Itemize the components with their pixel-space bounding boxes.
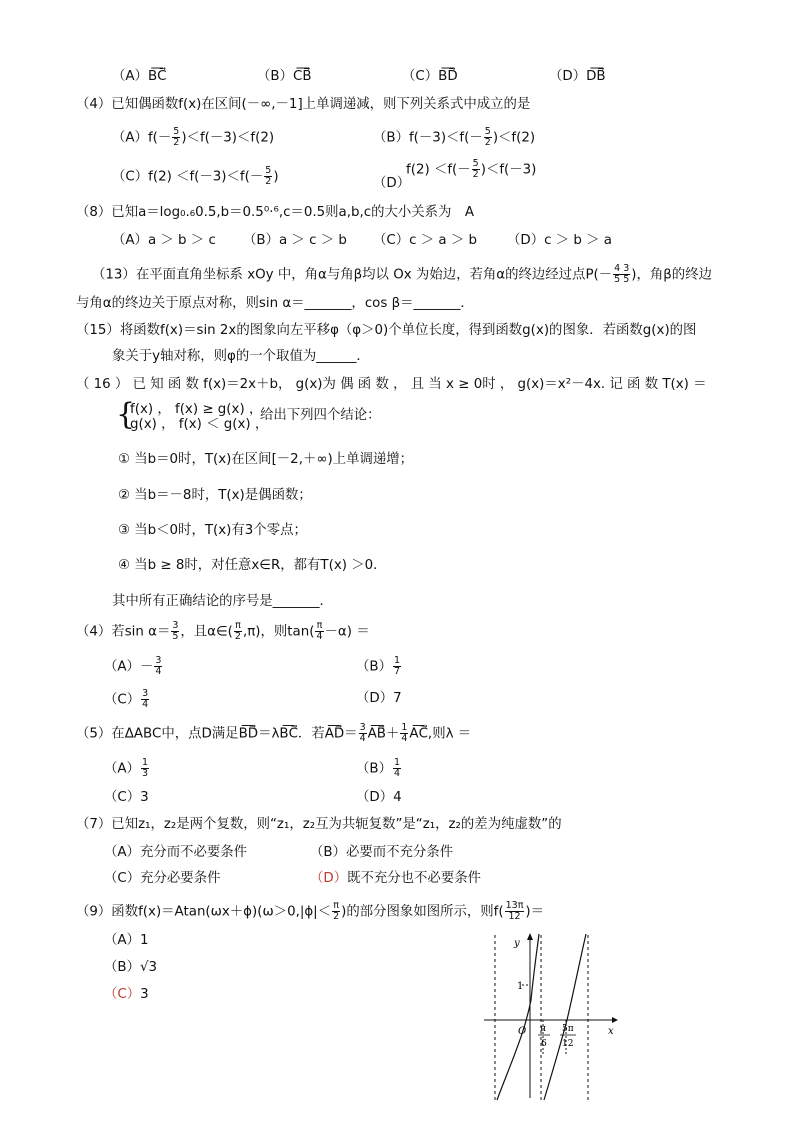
- q13-line-1: （13）在平面直角坐标系 xOy 中，角α与角β均以 Ox 为始边，若角α的终边经过点P(－ $\frac{4 3}{5 5}$ )，角β的终边: [92, 263, 712, 285]
- q16-line-1: （ 16 ） 已 知 函 数 f(x)＝2x＋b， g(x)为 偶 函 数 ， 且 当 x ≥ 0时 ， g(x)＝x²－4x. 记 函 数 T(x) ＝: [76, 377, 707, 392]
- q16-case-2: g(x) ， f(x) ＜ g(x) ，: [130, 417, 269, 432]
- q7-stem: （7）已知z₁，z₂是两个复数，则“z₁，z₂互为共轭复数”是“z₁，z₂的差为纯虚数”的: [76, 817, 562, 832]
- q9-option-a: （A）1: [104, 933, 149, 948]
- graph-tick-5pi12-den: 12: [562, 1039, 574, 1049]
- q4b-option-d: （D）7: [356, 691, 402, 706]
- q4a-option-b: （B）f(－3)＜f(－ $\frac{5}{2}$ )＜f(2): [373, 126, 536, 148]
- q16-item-2: ② 当b＝－8时，T(x)是偶函数；: [118, 488, 312, 503]
- q8-option-d: （D）c ＞ b ＞ a: [507, 233, 612, 248]
- q4b-option-b: （B） $\frac{1}{7}$: [356, 655, 401, 677]
- q-top-option-d: （D）D͞B⃗: [549, 69, 606, 84]
- q16-conclusion: 其中所有正确结论的序号是_______．: [112, 594, 333, 609]
- q-top-option-b: （B）C͞B⃗: [257, 69, 312, 84]
- q9-tan-graph: [470, 930, 620, 1102]
- q15-line-1: （15）将函数f(x)＝sin 2x的图象向左平移φ（φ＞0)个单位长度，得到函数g(x)的图象．若函数g(x)的图: [76, 323, 697, 338]
- q5-option-d: （D）4: [356, 790, 402, 805]
- q7-option-c: （C）充分必要条件: [104, 871, 221, 886]
- q4b-option-c: （C） $\frac{3}{4}$: [104, 688, 149, 710]
- q16-after-text: 给出下列四个结论：: [260, 408, 381, 423]
- graph-tick-pi6-den: 6: [541, 1039, 547, 1049]
- graph-origin-label: O: [518, 1026, 527, 1037]
- q-top-option-c: （C）B͞D⃗: [402, 69, 458, 84]
- q4a-option-d: f(2) ＜f(－ $\frac{5}{2}$ )＜f(－3): [406, 158, 537, 180]
- q4a-stem: （4）已知偶函数f(x)在区间(－∞,－1]上单调递减，则下列关系式中成立的是: [76, 97, 531, 112]
- x-axis-arrow-icon: [612, 1017, 618, 1023]
- q8-option-c: （C）c ＞ a ＞ b: [373, 233, 478, 248]
- graph-y-label: y: [514, 938, 520, 949]
- q16-item-1: ① 当b＝0时，T(x)在区间[－2,＋∞)上单调递增；: [118, 452, 414, 467]
- q8-option-b: （B）a ＞ c ＞ b: [243, 233, 347, 248]
- q-top-option-a: （A）B͞C⃗: [112, 69, 167, 84]
- q7-option-d: （D）既不充分也不必要条件: [310, 871, 481, 886]
- graph-tick-5pi12-num: 5π: [562, 1024, 574, 1034]
- q7-option-b: （B）必要而不充分条件: [310, 845, 454, 860]
- graph-x-label: x: [608, 1026, 614, 1037]
- q5-option-c: （C）3: [104, 790, 149, 805]
- q15-line-2: 象关于y轴对称，则φ的一个取值为______．: [112, 349, 370, 364]
- q9-stem: （9）函数f(x)＝Atan(ωx＋ϕ)(ω＞0,|ϕ|＜ $\frac{\pi}{2}$ )的部分图象如图所示，则f( $\frac{13\pi}{12}$ )＝: [76, 900, 545, 922]
- q16-case-1: f(x) ， f(x) ≥ g(x) ，: [130, 402, 263, 417]
- brace-icon: {: [116, 397, 136, 432]
- q5-stem: （5）在ΔABC中，点D满足B͞D⃗＝λB͞C⃗．若A͞D⃗＝ $\frac{3}{4}$ A͞B⃗＋ $\frac{1}{4}$ A͞C⃗,则λ ＝: [76, 722, 472, 744]
- q16-item-4: ④ 当b ≥ 8时，对任意x∈R，都有T(x) ＞0．: [118, 558, 387, 573]
- q4a-option-a: （A）f(－ $\frac{5}{2}$ )＜f(－3)＜f(2): [112, 126, 275, 148]
- q4a-option-c: （C）f(2) ＜f(－3)＜f(－ $\frac{5}{2}$ ): [112, 165, 279, 187]
- q4b-option-a: （A）－ $\frac{3}{4}$: [104, 655, 162, 677]
- q8-stem: （8）已知a＝log₀.₆0.5,b＝0.5⁰·⁶,c＝0.5则a,b,c的大小关系为 A: [76, 205, 474, 220]
- q7-option-a: （A）充分而不必要条件: [104, 845, 248, 860]
- q9-option-c: （C）3: [104, 987, 149, 1002]
- tan-branch-1: [497, 934, 539, 1100]
- graph-one-label: 1: [517, 981, 524, 992]
- q5-option-b: （B） $\frac{1}{4}$: [356, 757, 401, 779]
- q8-option-a: （A）a ＞ b ＞ c: [112, 233, 216, 248]
- q16-item-3: ③ 当b＜0时，T(x)有3个零点；: [118, 523, 307, 538]
- q5-option-a: （A） $\frac{1}{3}$: [104, 757, 148, 779]
- q4a-option-d-label: （D）: [373, 176, 411, 191]
- q9-option-b: （B）√3: [104, 960, 158, 975]
- y-axis-arrow-icon: [527, 933, 533, 940]
- graph-tick-pi6-num: π: [540, 1024, 546, 1034]
- tan-branch-2: [544, 934, 586, 1100]
- q4b-stem: （4）若sin α＝ $\frac{3}{5}$ ，且α∈( $\frac{\pi}{2}$ ,π)，则tan( $\frac{\pi}{4}$ －α) ＝: [76, 620, 370, 642]
- q13-line-2: 与角α的终边关于原点对称，则sin α＝_______，cos β＝_______．: [76, 296, 474, 311]
